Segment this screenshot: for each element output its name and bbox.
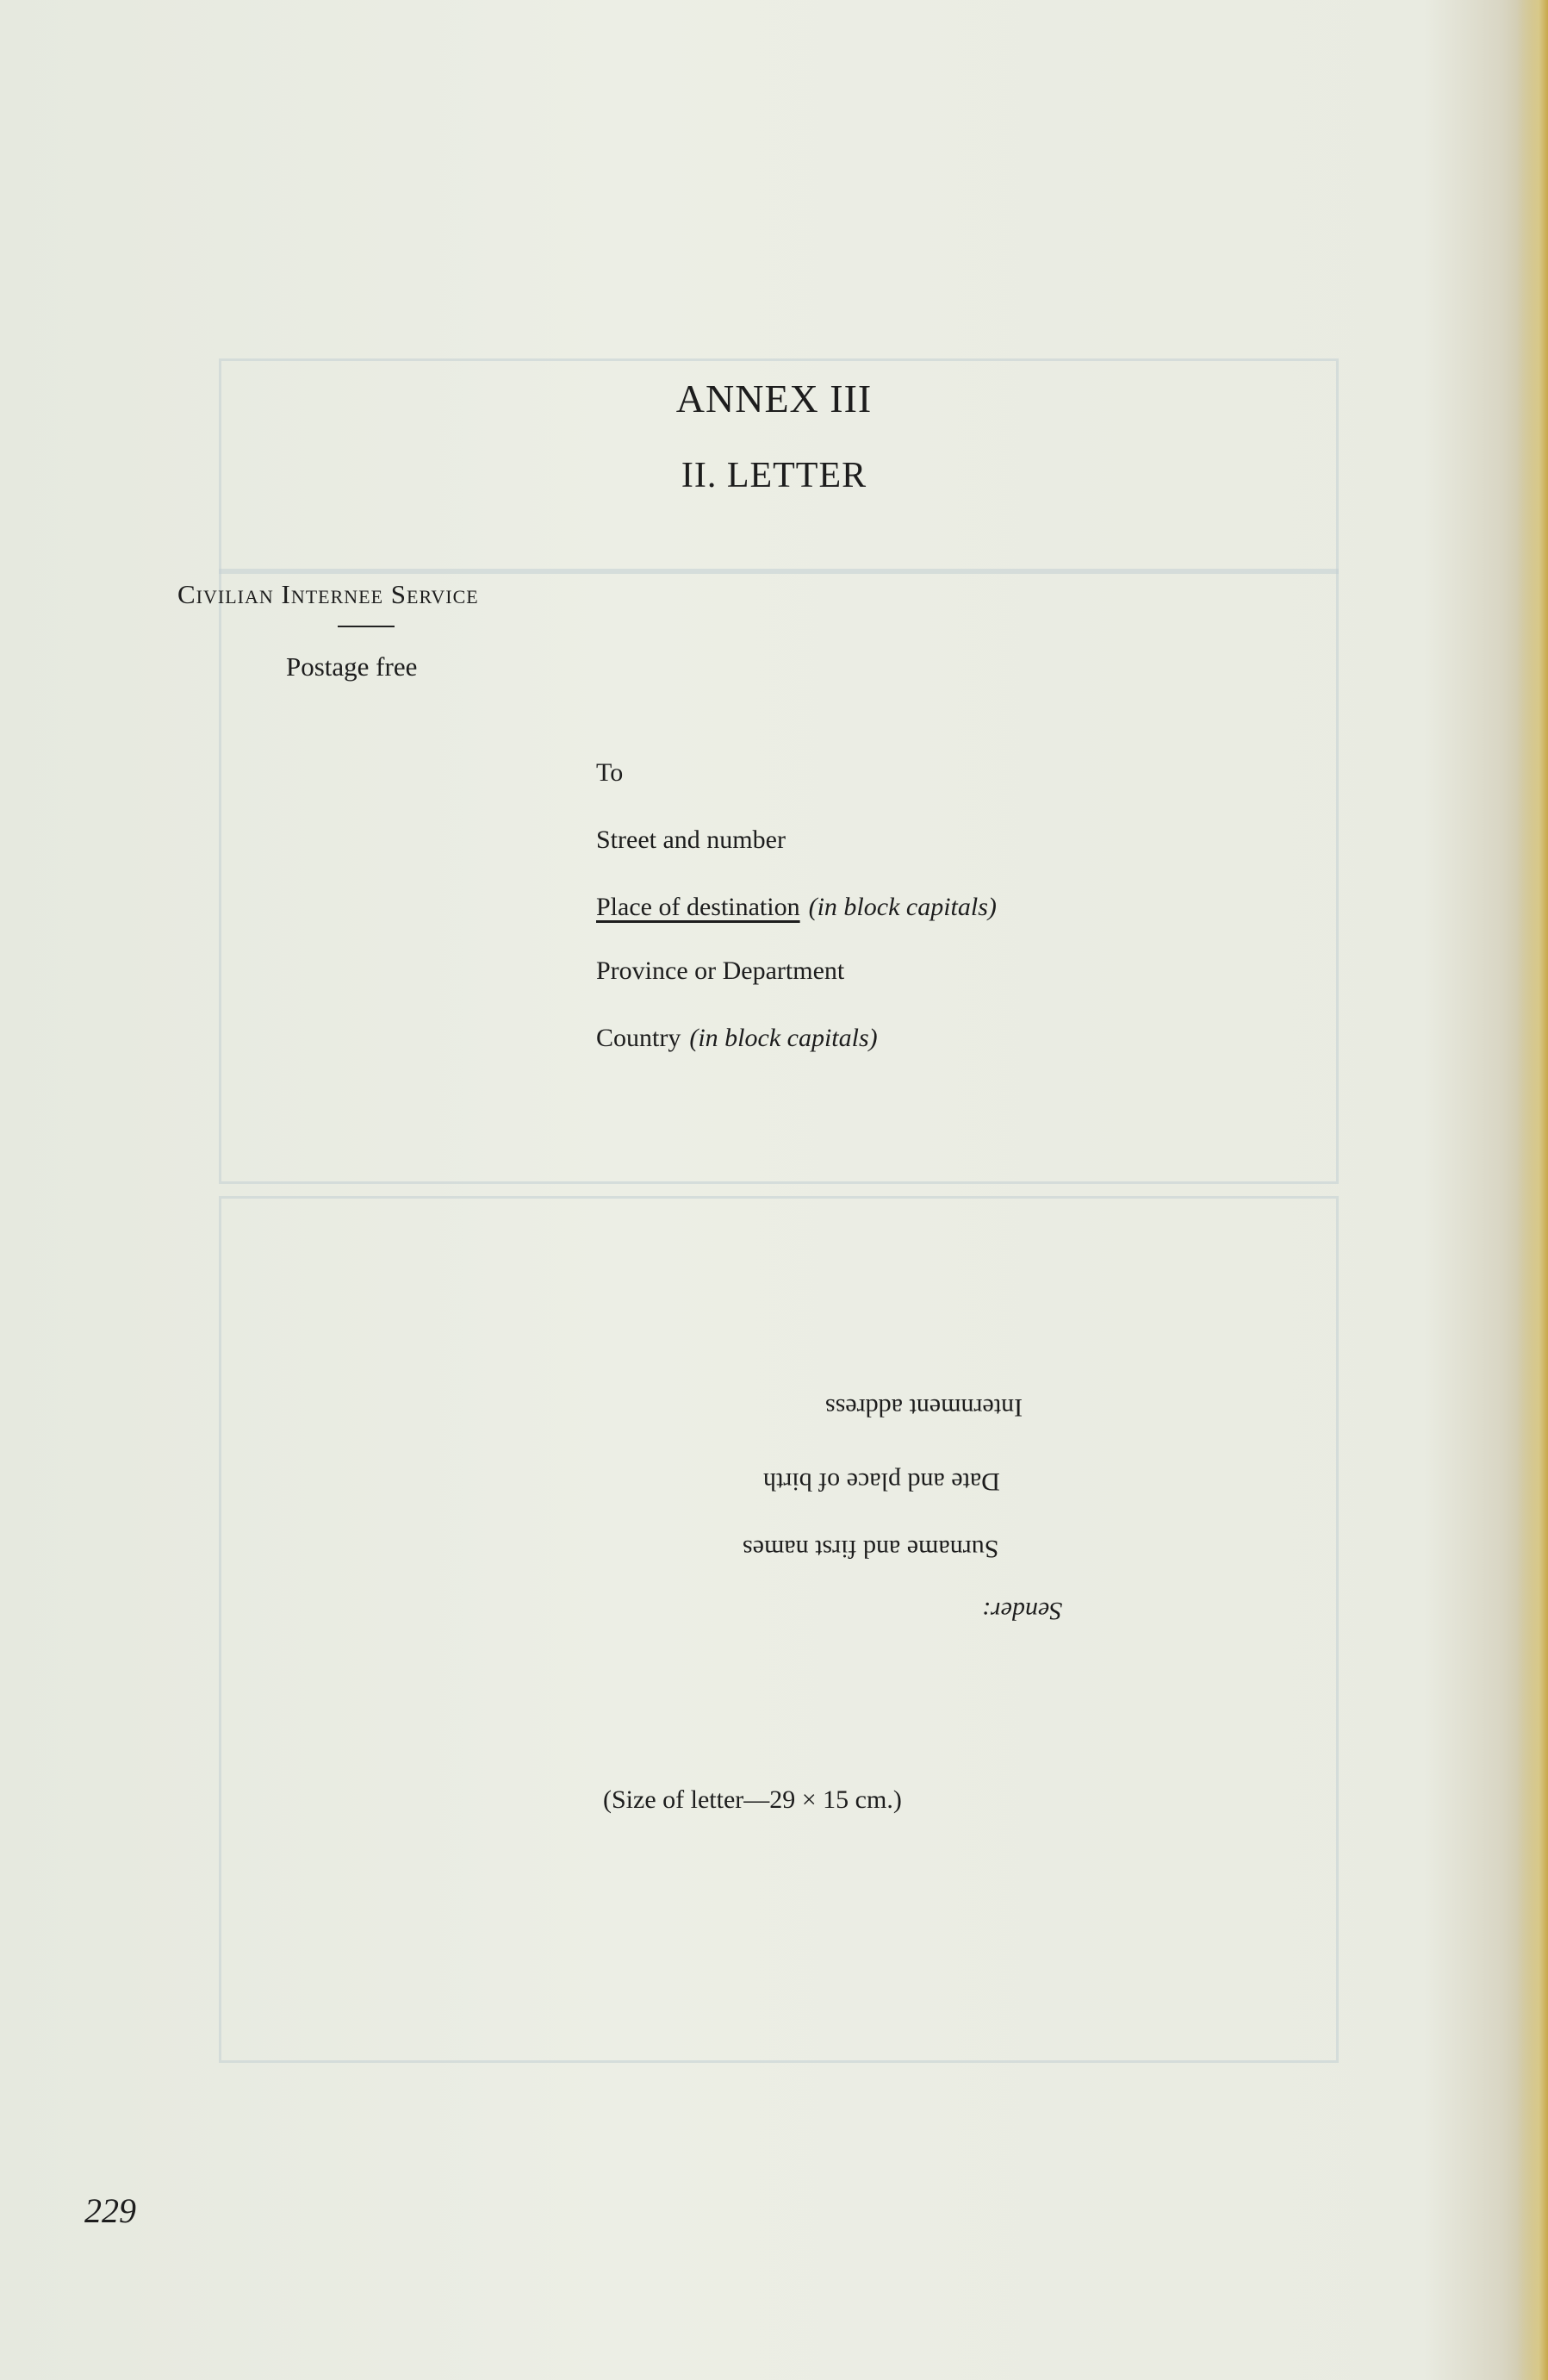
address-province: Province or Department — [596, 956, 845, 985]
annex-title: ANNEX III — [675, 377, 873, 421]
address-country-note: (in block capitals) — [689, 1024, 878, 1052]
address-to: To — [596, 758, 624, 787]
sender-heading: Sender: — [982, 1597, 1063, 1625]
bleed-card-divider — [219, 569, 1339, 574]
divider-rule — [338, 626, 395, 627]
address-place-label: Place of destination — [596, 893, 800, 921]
address-country — [596, 1024, 878, 1053]
postage-label: Postage free — [286, 651, 418, 682]
bleed-card-frame-back — [219, 1196, 1339, 2063]
page-number: 229 — [84, 2191, 136, 2230]
sender-line-birth: Date and place of birth — [763, 1467, 1000, 1496]
size-note: (Size of letter—29 × 15 cm.) — [603, 1785, 902, 1814]
section-title: II. LETTER — [681, 456, 867, 495]
page-edge-stain — [1517, 0, 1548, 2380]
address-street: Street and number — [596, 826, 786, 854]
service-name: Civilian Internee Service — [177, 579, 479, 609]
sender-line-name: Surname and first names — [743, 1535, 999, 1563]
address-country-label: Country — [596, 1024, 681, 1052]
address-place — [596, 893, 997, 922]
sender-line-internment: Internment address — [825, 1393, 1023, 1422]
address-place-note: (in block capitals) — [808, 893, 997, 921]
